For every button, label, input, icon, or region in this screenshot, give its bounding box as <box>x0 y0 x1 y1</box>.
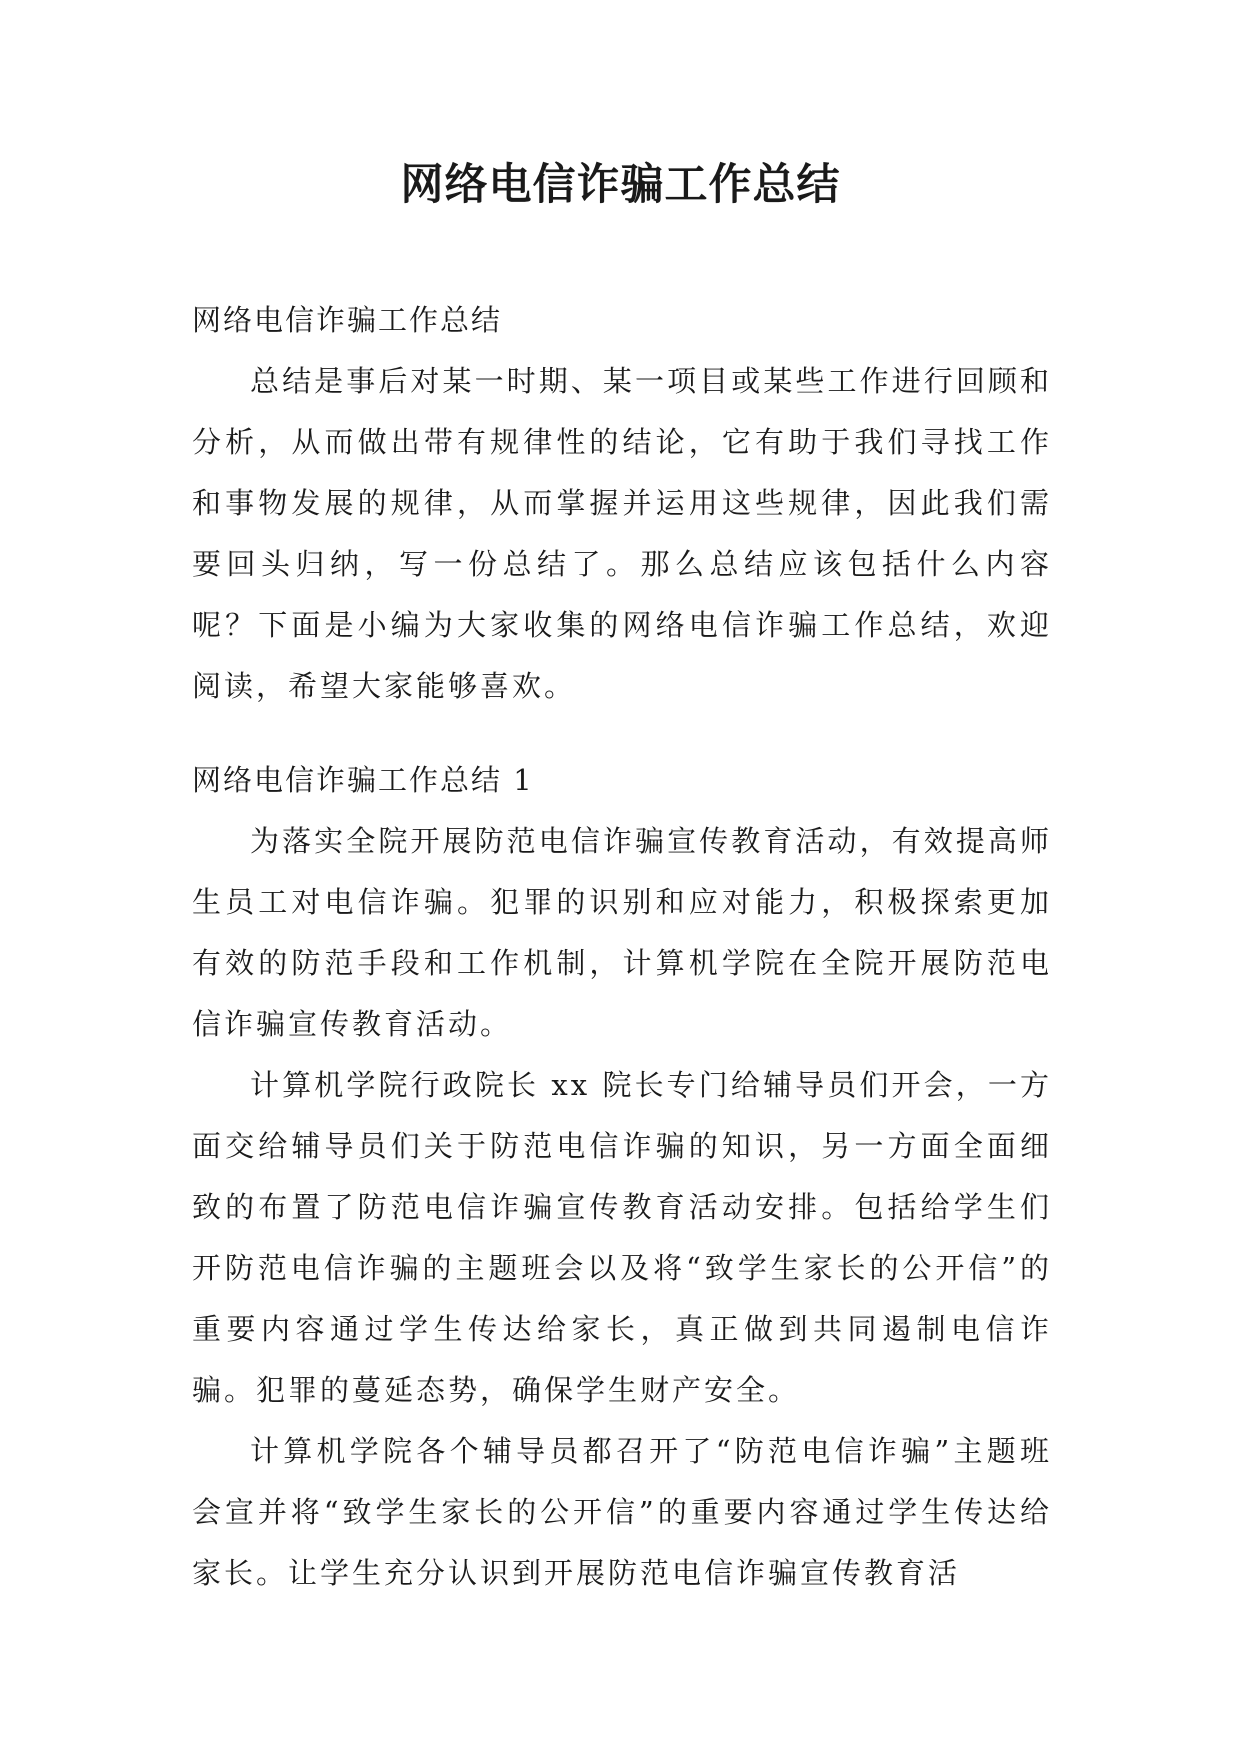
intro-paragraph: 总结是事后对某一时期、某一项目或某些工作进行回顾和分析，从而做出带有规律性的结论，它有助于我们寻找工作和事物发展的规律，从而掌握并运用这些规律，因此我们需要回头归纳，写一份总结了。那么总结应该包括什么内容呢？下面是小编为大家收集的网络电信诈骗工作总结，欢迎阅读，希望大家能够喜欢。 <box>192 364 1052 703</box>
intro-heading: 网络电信诈骗工作总结 <box>192 303 503 337</box>
document-title: 网络电信诈骗工作总结 <box>400 160 841 210</box>
section-1-heading: 网络电信诈骗工作总结 1 <box>192 763 534 797</box>
section-1-paragraph-1: 为落实全院开展防范电信诈骗宣传教育活动，有效提高师生员工对电信诈骗。犯罪的识别和应对能力，积极探索更加有效的防范手段和工作机制，计算机学院在全院开展防范电信诈骗宣传教育活动。 <box>192 824 1052 1041</box>
section-1-paragraph-3: 计算机学院各个辅导员都召开了“防范电信诈骗”主题班会宣并将“致学生家长的公开信”的重要内容通过学生传达给家长。让学生充分认识到开展防范电信诈骗宣传教育活 <box>192 1434 1052 1590</box>
section-1 <box>192 750 1052 1604</box>
section-1-paragraph-2: 计算机学院行政院长 xx 院长专门给辅导员们开会，一方面交给辅导员们关于防范电信诈骗的知识，另一方面全面细致的布置了防范电信诈骗宣传教育活动安排。包括给学生们开防范电信诈骗的主题班会以及将“致学生家长的公开信”的重要内容通过学生传达给家长，真正做到共同遏制电信诈骗。犯罪的蔓延态势，确保学生财产安全。 <box>192 1068 1052 1407</box>
intro-section <box>192 290 1052 717</box>
